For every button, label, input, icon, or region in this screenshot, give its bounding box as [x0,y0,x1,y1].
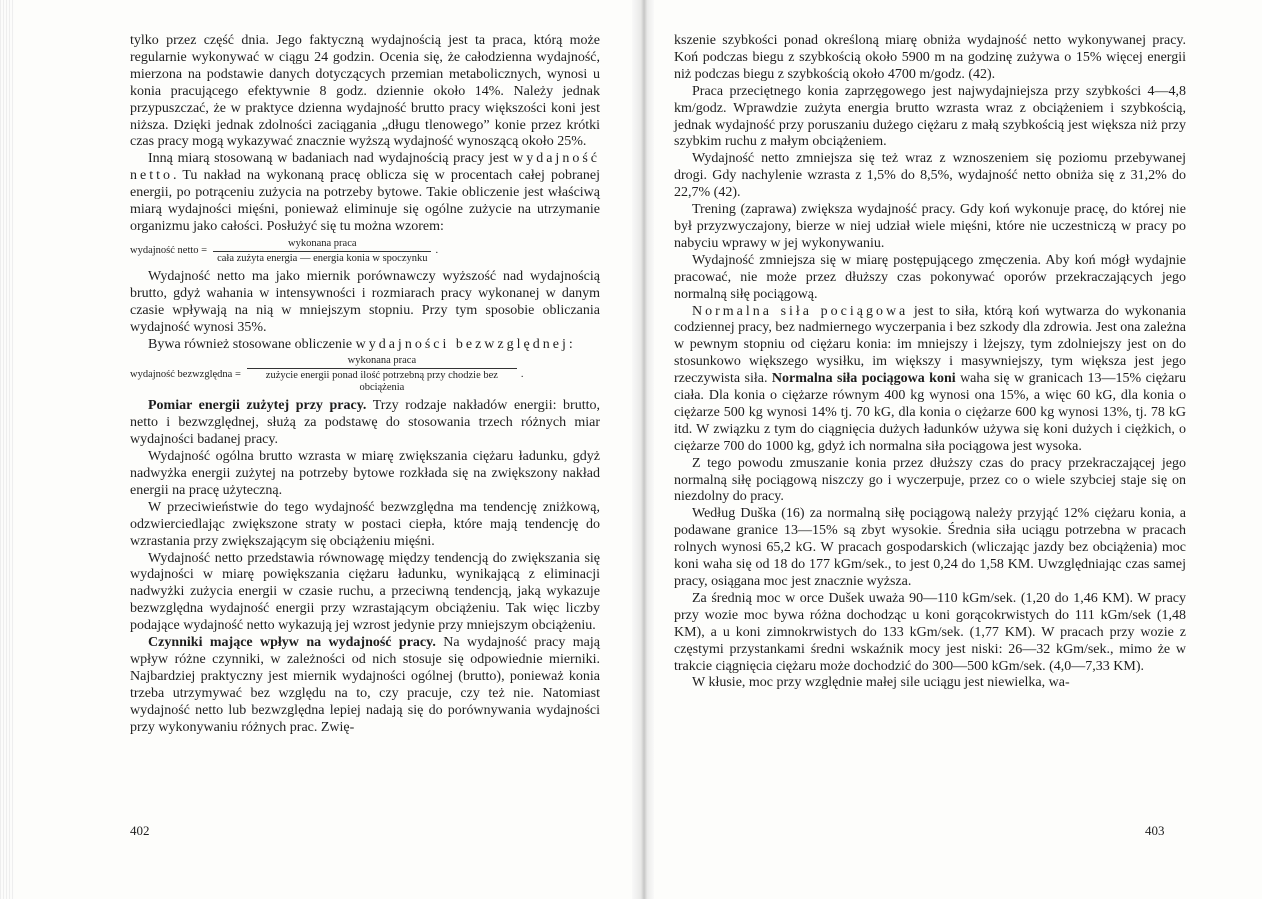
paragraph: tylko przez część dnia. Jego faktyczną wydajnością jest ta praca, którą może regularnie wykonywać w ciągu 24 godzin. Ocenia się, że całodzienna wydajność, mierzona na podstawie danych dotyczących przemian metabolicznych, wynosi u konia pracującego efektywnie 8 godz. dziennie około 14%. Należy jednak przypuszczać, że w praktyce dzienna wydajność brutto pracy większości koni jest niższa. Dzięki jednak zdolności zaciągania „długu tlenowego” konie przez krótki czas pracy mogą wykazywać znacznie wyższą wydajność wynoszącą około 25%. [130,33,600,150]
text-run: Na wydajność pracy mają wpływ różne czynniki, w zależności od nich stosuje się odpowiednie mierniki. Najbardziej praktyczny jest miernik wydajności ogólnej (brutto), ponieważ konia trzeba utrzymywać bez względu na to, czy pracuje, czy też nie. Natomiast wydajność netto lub bezwzględna lepiej nadają się do porównywania wydajności przy wykonywaniu różnych prac. Zwię- [130,635,600,735]
paragraph: Praca przeciętnego konia zaprzęgowego jest najwydajniejsza przy szybkości 4—4,8 km/godz. Wprawdzie zużyta energia brutto wzrasta wraz z obciążeniem i szybkością, jednak wydajność przy poruszaniu dużego ciężaru z małą szybkością jest większa niż przy szybkim ruchu z małym obciążeniem. [674,83,1186,150]
paragraph: W kłusie, moc przy względnie małej sile uciągu jest niewielka, wa- [692,675,1070,691]
paragraph [130,398,600,449]
formula-fraction [247,355,517,394]
paragraph [130,337,600,354]
paragraph: Wydajność netto zmniejsza się też wraz z wznoszeniem się poziomu przebywanej drogi. Gdy nachylenie wzrasta z 1,5% do 8,5%, wydajność netto obniża się z 31,2% do 22,7% (42). [674,151,1186,201]
paragraph: kszenie szybkości ponad określoną miarę obniża wydajność netto wykonywanej pracy. Koń podczas biegu z szybkością około 5900 m na godzinę zużywa o 15% więcej energii niż podczas biegu z szybkością około 4700 m/godz. (42). [674,33,1186,82]
paragraph: Z tego powodu zmuszanie konia przez dłuższy czas do pracy przekraczającej jego normalną siłę pociągową niszczy go i wyczerpuje, przez co o wiele szybciej staje się on niezdolny do pracy. [674,455,1186,505]
formula-net-efficiency [130,238,600,265]
formula-denominator: zużycie energii ponad ilość potrzebną przy chodzie bez obciążenia [265,370,498,394]
text-run: waha się w granicach 13—15% ciężaru ciała. Dla konia o ciężarze równym 400 kg wynosi ona 15%, a więc 60 kG, dla konia o ciężarze 500 kg wynosi 14% tj. 70 kG, dla konia o ciężarze 600 kg wynosi 13%, tj. 78 kG itd. W związku z tym do ciągnięcia dużych ładunków używa się koni dużych i ciężkich, o ciężarze 700 do 1000 kg, gdyż ich normalna siła pociągowa jest wysoka. [674,371,1186,454]
text-run: : [568,336,573,352]
paragraph [674,304,1186,456]
left-page-text [130,33,600,737]
paragraph: Według Duška (16) za normalną siłę pociągową należy przyjąć 12% ciężaru konia, a podawane granice 13—15% są zbyt wysokie. Średnia siła uciągu potrzebna w pracach rolnych wynosi 65,2 kG. W pracach gospodarskich (wliczając jazdy bez obciążenia) moc koni waha się od 18 do 177 kGm/sek., to jest 0,24 do 1,58 KM. Uwzględniając czas samej pracy, osiągana moc jest znacznie wyższa. [674,506,1186,589]
paragraph: Wydajność zmniejsza się w miarę postępującego zmęczenia. Aby koń mógł wydajnie pracować, nie może przez dłuższy czas pokonywać oporów przekraczających jego normalną siłę pociągową. [674,252,1186,302]
formula-lhs: wydajność netto = [130,245,208,257]
spaced-term: wydajność netto [130,151,600,184]
right-page-text [674,33,1186,692]
formula-denominator: cała zużyta energia — energia konia w spoczynku [217,252,428,264]
text-run: jest to siła, którą koń wytwarza do wykonania codziennej pracy, bez nadmiernego wyczerpania i bez szkody dla zdrowia. Jest ona zależna w pewnym stopniu od ciężaru konia: im mniejszy i lżejszy, tym zdolniejszy jest on do stosunkowo większego wysiłku, im większy i masywniejszy, tym większa jest jego rzeczywista siła. [674,303,1186,387]
formula-absolute-efficiency [130,355,600,394]
section-heading: Czynniki mające wpływ na wydajność pracy. [148,635,436,651]
formula-lhs: wydajność bezwzględna = [130,368,241,380]
page-number: 402 [130,823,150,838]
text-run: . Tu nakład na wykonaną pracę oblicza się w procentach całej pobranej energii, po potrąceniu zużycia na potrzeby bytowe. Takie obliczenie jest właściwą miarą wydajności mięśni, ponieważ eliminuje się ogólne zużycie na utrzymanie organizmu jako całości. Posłużyć się tu można wzorem: [130,168,600,234]
formula-numerator: wykonana praca [213,238,431,252]
spaced-term: wydajności bezwzględnej [355,336,569,352]
text-run: Inną miarą stosowaną w badaniach nad wydajnością pracy jest [148,151,509,167]
formula-end: . [435,245,439,257]
text-run: Trzy rodzaje nakładów energii: brutto, netto i bezwzględnej, służą za podstawę do stosowania trzech różnych miar wydajności badanej pracy. [130,398,600,448]
text-run: Bywa również stosowane obliczenie [148,336,353,352]
paragraph [130,151,600,236]
paragraph: Wydajność ogólna brutto wzrasta w miarę zwiększania ciężaru ładunku, gdyż nadwyżka energii zużytej na potrzeby bytowe rozkłada się na zwiększony nakład energii na pracę użyteczną. [130,449,600,498]
paragraph: Trening (zaprawa) zwiększa wydajność pracy. Gdy koń wykonuje pracę, do której nie był przyzwyczajony, bierze w niej udział wiele mięśni, które nie uczestniczą w pracy po nabyciu wprawy w jej wykonywaniu. [674,202,1186,251]
paragraph [130,635,600,736]
paragraph: Za średnią moc w orce Dušek uważa 90—110 kGm/sek. (1,20 do 1,46 KM). W pracy przy wozie moc bywa różna dochodząc u koni gorącokrwistych do 111 kGm/sek (1,48 KM), a u koni zimnokrwistych do 133 kGm/sek. (1,77 KM). W pracach przy wozie z częstymi przystankami średni wskaźnik mocy jest niski: 26—32 kGm/sek., mimo że w trakcie ciągnięcia ciężaru może dochodzić do 300—500 kGm/sek. (4,0—7,33 KM). [674,590,1186,674]
spaced-term: Normalna siła pociągowa [692,303,909,319]
paragraph: W przeciwieństwie do tego wydajność bezwzględna ma tendencję zniżkową, odzwierciedlając zwiększone straty w postaci ciepła, które mają tendencję do wzrastania przy zwiększającym się obciążeniu mięśni. [130,499,600,549]
formula-numerator: wykonana praca [247,355,517,369]
bold-term: Normalna siła pociągowa koni [771,371,956,387]
paragraph: Wydajność netto przedstawia równowagę między tendencją do zwiększania się wydajności w miarę powiększania ciężaru ładunku, wynikającą z eliminacji nadwyżki zużycia energii w czasie ruchu, a przeciwną tendencją, jaką wykazuje bezwzględna wydajność energii przy wzrastającym obciążeniu. Tak więc liczby podające wydajność netto wykazują jej wzrost jedynie przy mniejszym obciążeniu. [130,550,600,634]
section-heading: Pomiar energii zużytej przy pracy. [148,398,367,414]
formula-end: . [520,368,524,380]
formula-fraction [213,238,431,265]
page-number: 403 [1145,823,1165,838]
right-page [640,0,1262,899]
paragraph: Wydajność netto ma jako miernik porównawczy wyższość nad wydajnością brutto, gdyż wahania w intensywności i rozmiarach pracy wykonanej w danym czasie wpływają na nią w mniejszym stopniu. Przy tym sposobie obliczania wydajność wynosi 35%. [130,268,600,335]
